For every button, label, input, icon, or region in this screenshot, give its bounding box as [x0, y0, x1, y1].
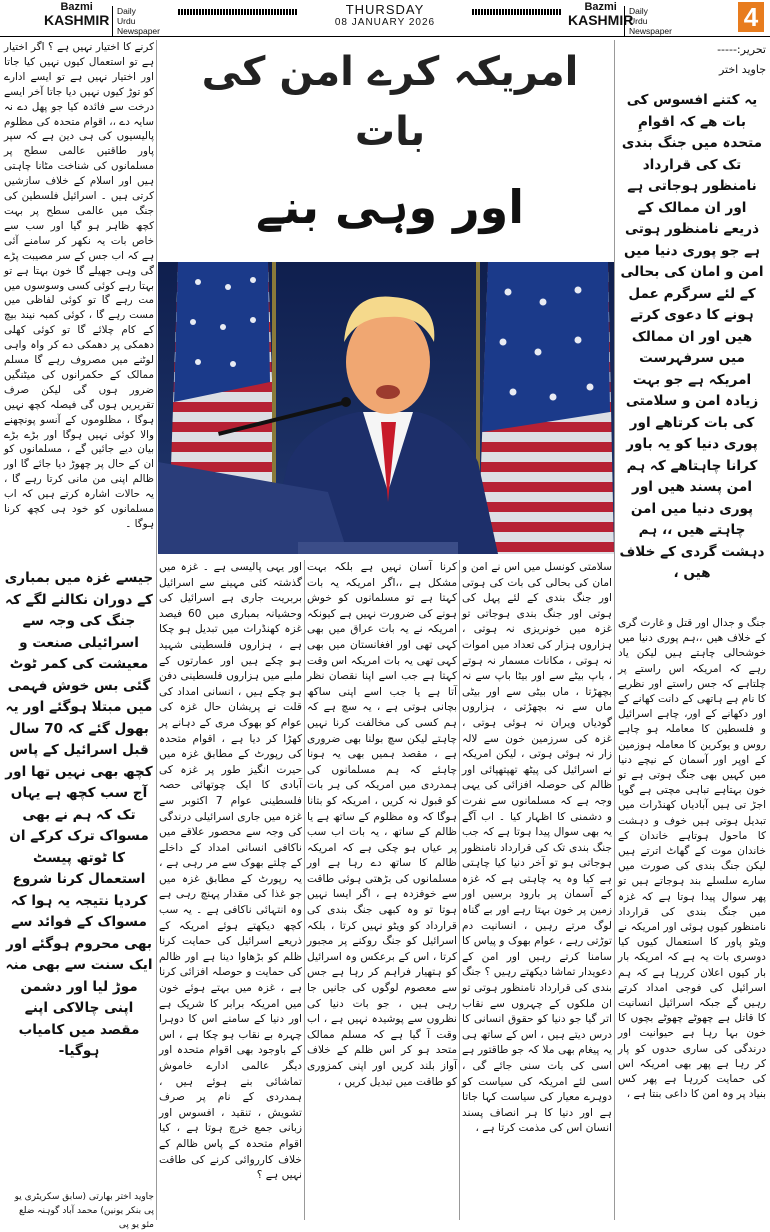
issue-day: THURSDAY: [345, 2, 425, 17]
date-block: [300, 2, 470, 28]
column-center-3: اور یہی پالیسی ہے ۔ غزہ میں گذشتہ کئی مہینے سے اسرائیل بربریت جاری ہے اسرائیل کی وحشیانہ بمباری میں 60 فیصد غزہ کھنڈرات میں تبدیل ہو چکا ہے ، ہزاروں فلسطینی شہید ہو چکے ہیں اور عمارتوں کے ملبے میں ہزاروں فلسطینی دفن ہو چکے ہیں ، انسانی امداد کی قلت نے پریشان حال غزہ کی عوام کو بھوک مری کے دہانے پر کھڑا کر دیا ہے ، اقوام متحدہ کی رپورٹ کے مطابق غزہ میں حیرت انگیز طور پر غزہ کی آبادی کا ایک چوتھائی حصہ فلسطینی عوام 7 اکتوبر سے غزہ میں جاری اسرائیلی درندگی کی وجہ سے محصور علاقے میں ناکافی انسانی امداد کے داخلے کے چلتے بھوک سے مر رہی ہے ، یہ رپورٹ کے مطابق غزہ میں جو غذا کی مقدار پہنچ رہی ہے وہ انتہائی ناکافی ہے ۔ یہ سب کچھ دیکھتے ہوئے امریکہ کے ذریعے اسرائیل کی حمایت کرنا ظلم کو بڑھاوا دینا ہے اور ظالم کی حمایت و حوصلہ افزائی کرنا ہے ، غزہ میں بہتے ہوئے خون میں امریکہ برابر کا شریک ہے اور دنیا کے سامنے اس کا دوہرا چہرہ بے نقاب ہو چکا ہے ، اس کے باوجود بھی اقوام متحدہ اور دیگر عالمی ادارے خاموش تماشائی بنے ہوئے ہیں ، ہمدردی کے نام پر صرف تشویش ، تنقید ، افسوس اور زبانی جمع خرچ ہوتا ہے ، کیا اقوام متحدہ کے پاس ظالم کے خلاف کارروائی کرنے کی طاقت نہیں ہے ؟: [159, 561, 302, 1182]
column-divider: [304, 560, 305, 1220]
issue-date: 08 JANUARY 2026: [334, 17, 436, 28]
masthead-divider: [0, 36, 770, 37]
column-center-1: سلامتی کونسل میں اس نے امن و امان کی بحالی کی بات کی ہوتی اور جنگ بندی کے لئے پہل کی ہوتی اور جنگ بندی ہوجاتی تو غزہ میں خونریزی نہ ہوتی ، ہزاروں ہزار کی تعداد میں اموات نہ ہوتی ، مکانات مسمار نہ ہوتے ، باپ بیٹے سے اور بیٹا باپ سے نہ بچھڑتا ، ماں بیٹی سے اور بیٹی ماں سے نہ بچھڑتی ، ہزاروں گودیاں ویران نہ ہوئی ہوتی ، غزہ کی سرزمین خون سے لالہ زار نہ ہوئی ہوتی ، لیکن امریکہ نے اسرائیل کی پیٹھ تھپتھپائی اور ظالم کی حوصلہ افزائی کی یہی وجہ ہے کہ مسلمانوں سے نفرت و دشمنی کا اظہار کیا ۔ اب آگے یہ بھی سوال پیدا ہوتا ہے کہ جب جنگ بندی تک کی قرارداد نامنظور ہوجاتی ہو تو آخر دنیا کیا چاہتی ہے کیا وہ یہ چاہتی ہے کہ غزہ کے آسمان پر بارود برسیں اور زمین پر خون بہتا رہے اور بے گناہ لوگ مرتے رہیں ، انسانیت دم توڑتی رہے ، عوام بھوک و پیاس کا سامنا کرتے رہیں اور امن کے دعویدار تماشا دیکھتے رہیں ؟ جنگ بندی کی قرارداد نامنظور ہوتی تو ان ملکوں کے چہروں سے نقاب اتر گیا جو دنیا کو حقوق انسانی کا درس دیتے ہیں ، اس کے ساتھ ہی یہ پیغام بھی ملا کہ جو طاقتور ہے اسی کی بات سنی جائے گی ، اسی لئے امریکہ کی سیاست کو دوہرے معیار کی سیاست کہا جاتا ہے اور دنیا کا ہر انصاف پسند انسان اس کی مذمت کرتا ہے ،: [462, 561, 612, 1135]
column-right-body: جنگ و جدال اور قتل و غارت گری کے خلاف ھیں ،،ہم پوری دنیا میں خوشحالی چاہتے ہیں لیکن یاد رہے کہ امریکہ اس راستے پر چلتاہے کہ جس راستے اور نظریے کا نام ہے ہاتھی کے دانت کھانے کے اور دکھانے کے اور، چاہے اسرائیل و فلسطین کا معاملہ ہو چاہے روس و یوکرین کا معاملہ ہوزمین کے اوپر اور آسمان کے نیچے دنیا میں کہیں بھی جنگ ہوتی ہے تو خون بہتاہے تباہی مچتی ہے گویا اجڑ تی ہیں آبادیاں کھنڈرات میں تبدیل ہوتی ہیں خوف و دہشت کا ماحول ہوتاہے خاندان کے خاندان موت کے گھاٹ اترتے ہیں لیکن جنگ بندی کی صورت میں سارے سلسلے بند ہوجاتے ہیں تو پھر سوال پیدا ہوتا ہے کہ غزہ میں جنگ بندی کی قرارداد نامنظور کیوں ہوئی اور امریکہ نے ویٹو پاور کا استعمال کیوں کیا دوسری بات یہ ہے کہ امریکہ بار بار کیوں اعلان کررہا ہے کہ ہم اسرائیل کی فوجی امداد کرتے رہیں گے جبکہ اسرائیل انسانیت کا قاتل ہے چھوٹے چھوٹے بچوں کا خون بہا رہا ہے حیوانیت اور درندگی کی ساری حدوں کو پار کر رہا ہے پھر بھی امریکہ اس کی حمایت کررہا ہے پھر کس بنیاد پر وہ امن کا داعی بنتا ہے ،: [618, 617, 766, 1101]
byline-label: تحریر:-----: [717, 43, 766, 56]
headline: [170, 42, 610, 252]
column-divider: [614, 40, 615, 1220]
newspaper-logo-left: Bazmi KASHMIR Daily Urdu Newspaper: [44, 1, 160, 36]
column-divider: [459, 560, 460, 1220]
author-credit: جاوید اختر بھارتی (سابق سکریٹری یو پی بنکر یونین) محمد آباد گوہنہ ضلع مئو یو پی: [14, 1192, 154, 1230]
intro-highlight: یہ کتنے افسوس کی بات ھے کہ اقوامِ متحدہ میں جنگ بندی تک کی قرارداد نامنظور ہوجاتی ہے اور ان ممالک کے ذریعے نامنظور ہوتی ہے جو پوری دنیا میں امن و امان کی بحالی کے لئے سرگرم عمل ہونے کا دعوی کرتے ھیں اور ان ممالک میں سرفہرست امریکہ ہے جو بہت زیادہ امن و سلامتی کی بات کرتاھے اور پوری دنیا کو یہ باور کرانا چاہتاھے کہ ہم امن پسند ھیں اور پوری دنیا میں امن چاہتے ھیں ،، ہم دہشت گردی کے خلاف ھیں ،: [619, 92, 765, 581]
column-left-top: کرنے کا اختیار نہیں ہے ؟ اگر اختیار ہے تو استعمال کیوں نہیں کیا جاتا اور اختیار نہیں ہے تو ایسے ادارے کو توڑ کیوں نہیں دیا جاتا آخر ایسے درخت سے فائدہ کیا جو پھل دے نہ سایہ دے ،، اقوام متحدہ کی مظلوم پالیسیوں کی ہی دین ہے کہ سپر پاور طاقتیں عالمی سطح پر مسلمانوں کی شناخت مٹانا چاہتی ہیں اور اسلام کے خلاف سازشیں کرتی ہیں ۔ اسرائیل فلسطین کی جنگ میں عالمی سطح پر بہت کچھ ظاہر ہو گیا اور سب سے خاص بات یہ نکھر کر سامنے آئی ہے کہ اب جس کے سر مصیبت پڑے گی وہی جھیلے گا خون بہتا ہے تو بہتا رہے کوئی کسی وسوسوں میں مت رہے گا تو کوئی لفاظی میں مست رہے گا ، کوئی کمبہ نیند بیچ کے کام چلائے گا تو کوئی کھلی دھمکی پر دھمکی دے کر واہ واہی لوٹنے میں مصروف رہے گا مسلم ممالک کے حکمرانوں کی میٹنگیں ضرور ہوں گی لیکن صرف تقریریں ہوں گی فیصلہ کچھ نہیں ہوگا ، مظلوموں کے آنسو پونچھنے والا کوئی نہیں ہوگا اور بڑے بڑے بیان دیے جائیں گے ، مسلمانوں کو ان کے حال پر چھوڑ دیا جائے گا اور ظالم اپنی من مانی کرتا رہے گا ، یہ حالات اشارہ کرتے ہیں کہ اب مسلمانوں کو خود ہی کچھ کرنا ہوگا ۔: [4, 41, 154, 530]
masthead: [0, 0, 770, 36]
column-left-highlight: جیسے غزہ میں بمباری کے دوران نکالنے لگے کہ جنگ کی وجہ سے اسرائیلی صنعت و معیشت کی کمر ٹوٹ گئی بس خوش فہمی میں مبتلا ہوگئے اور یہ بھول گئے کہ 70 سال قبل اسرائیل کے پاس کچھ بھی نہیں تھا اور آج سب کچھ ہے یہاں تک کہ ہم نے بھی مسواک ترک کرکے ان کا ٹوتھ پیسٹ استعمال کرنا شروع کردیا نتیجہ یہ ہوا کہ مسواک کے فوائد سے بھی محروم ہوگئے اور ایک سنت سے بھی منہ موڑ لیا اور دشمن اپنی چالاکی اپنے مقصد میں کامیاب ہوگیا-: [4, 570, 154, 1059]
masthead-rule-left: [178, 9, 298, 15]
lead-photo: [158, 262, 614, 554]
column-divider: [156, 40, 157, 1220]
newspaper-logo-right: Bazmi KASHMIR Daily Urdu Newspaper: [568, 1, 672, 36]
headline-line-1: امریکہ کرے امن کی بات: [201, 49, 579, 155]
logo-tagline-left: Daily Urdu Newspaper: [112, 6, 160, 36]
page-number-badge: 4: [738, 2, 764, 32]
logo-tagline-right: Daily Urdu Newspaper: [624, 6, 672, 36]
masthead-rule-right: [472, 9, 562, 15]
byline: [618, 40, 766, 84]
column-center-2: کرنا آسان نہیں ہے بلکہ بہت مشکل ہے ،،اگر امریکہ یہ بات کہتا ہے تو مسلمانوں کو خوش ہونے کی ضرورت نہیں ہے کیونکہ امریکہ نے یہ بات عراق میں بھی کہی تھی اور افغانستان میں بھی کہی تھی یہ بات امریکہ اس وقت کہتا ہے جب اسے اپنا نقصان نظر آتا ہے یا جب اسے اپنی ساکھ بچانی ہوتی ہے ، یہ سچ ہے کہ ہم کسی کی مخالفت کرنا نہیں چاہتے لیکن سچ بولنا بھی ضروری ہے ، مقصد ہمیں بھی یہ ہونا چاہئے کہ ہم مسلمانوں کی ہمدردی میں امریکہ کی ہر بات کو قبول نہ کریں ، امریکہ کو بتانا ہوگا کہ وہ مظلوم کے ساتھ ہے یا ظالم کے ساتھ ، یہ بات اب سب پر عیاں ہو چکی ہے کہ امریکہ ظالم کا ساتھ دے رہا ہے اور مسلمانوں کی بڑھتی ہوئی طاقت سے خوفزدہ ہے ، اگر ایسا نہیں ہوتا تو وہ کبھی جنگ بندی کی قرارداد کو ویٹو نہیں کرتا ، بلکہ اسرائیل کو جنگ روکنے پر مجبور کرتا ، اس کے برعکس وہ اسرائیل کو ہتھیار فراہم کر رہا ہے جس سے معصوم لوگوں کی جانیں جا رہی ہیں ، جو بات دنیا کی نظروں سے پوشیدہ نہیں ہے ، اب وقت آ گیا ہے کہ مسلم ممالک متحد ہو کر اس ظلم کے خلاف آواز بلند کریں اور اپنی کمزوری کو طاقت میں تبدیل کریں ،: [307, 561, 457, 1088]
headline-line-2: اور وہی بنے: [256, 180, 524, 234]
speaker-at-podium-image: [158, 262, 614, 554]
byline-author: جاوید اختر: [718, 63, 766, 76]
